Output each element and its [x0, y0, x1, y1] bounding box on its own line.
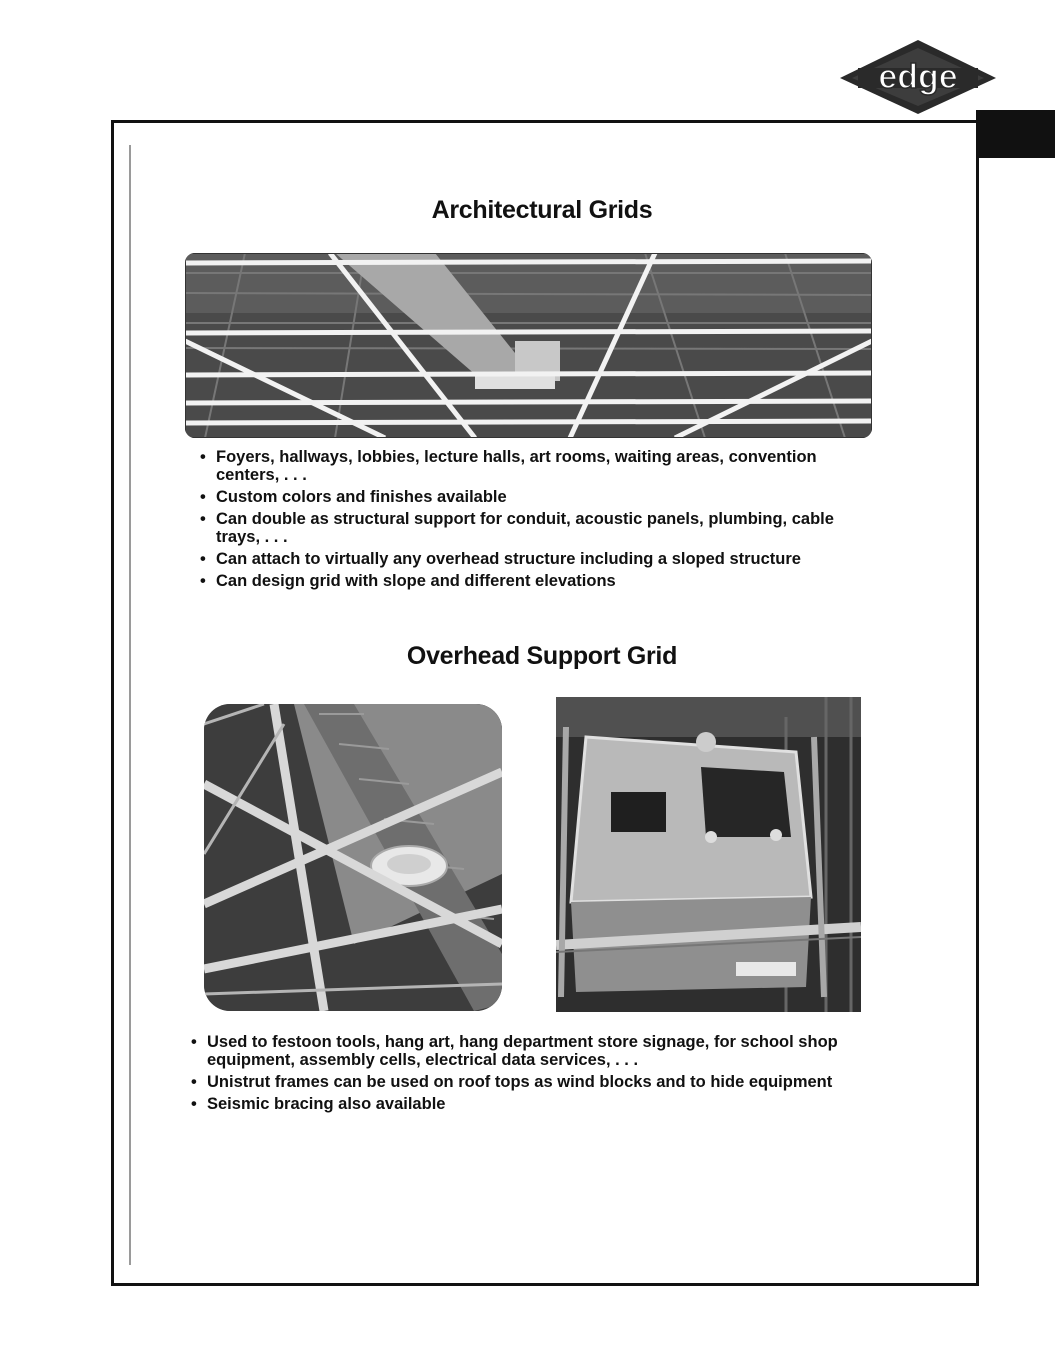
architectural-grid-photo — [185, 253, 872, 438]
overhead-support-grid-features — [191, 1033, 881, 1117]
diamond-logo-icon — [838, 38, 998, 116]
section-title-architectural-grids: Architectural Grids — [431, 196, 653, 224]
architectural-grids-features — [200, 448, 870, 594]
section-tab — [976, 110, 1055, 158]
list-item: • Custom colors and finishes available — [200, 488, 870, 506]
list-item: • Used to festoon tools, hang art, hang department store signage, for school shop equipment, assembly cells, electrical data services, . . . — [191, 1033, 881, 1069]
edge-logo — [838, 38, 998, 116]
list-item: • Unistrut frames can be used on roof tops as wind blocks and to hide equipment — [191, 1073, 881, 1091]
margin-rule — [129, 145, 131, 1265]
section-title-overhead-support-grid: Overhead Support Grid — [406, 642, 678, 670]
overhead-grid-equipment-photo — [556, 697, 861, 1012]
list-item: • Seismic bracing also available — [191, 1095, 881, 1113]
overhead-grid-duct-photo — [204, 704, 502, 1011]
list-item: • Can design grid with slope and different elevations — [200, 572, 870, 590]
list-item: • Foyers, hallways, lobbies, lecture halls, art rooms, waiting areas, convention centers, . . . — [200, 448, 870, 484]
list-item: • Can attach to virtually any overhead structure including a sloped structure — [200, 550, 870, 568]
svg-text:edge: edge — [878, 58, 958, 96]
list-item: • Can double as structural support for conduit, acoustic panels, plumbing, cable trays, . . . — [200, 510, 870, 546]
